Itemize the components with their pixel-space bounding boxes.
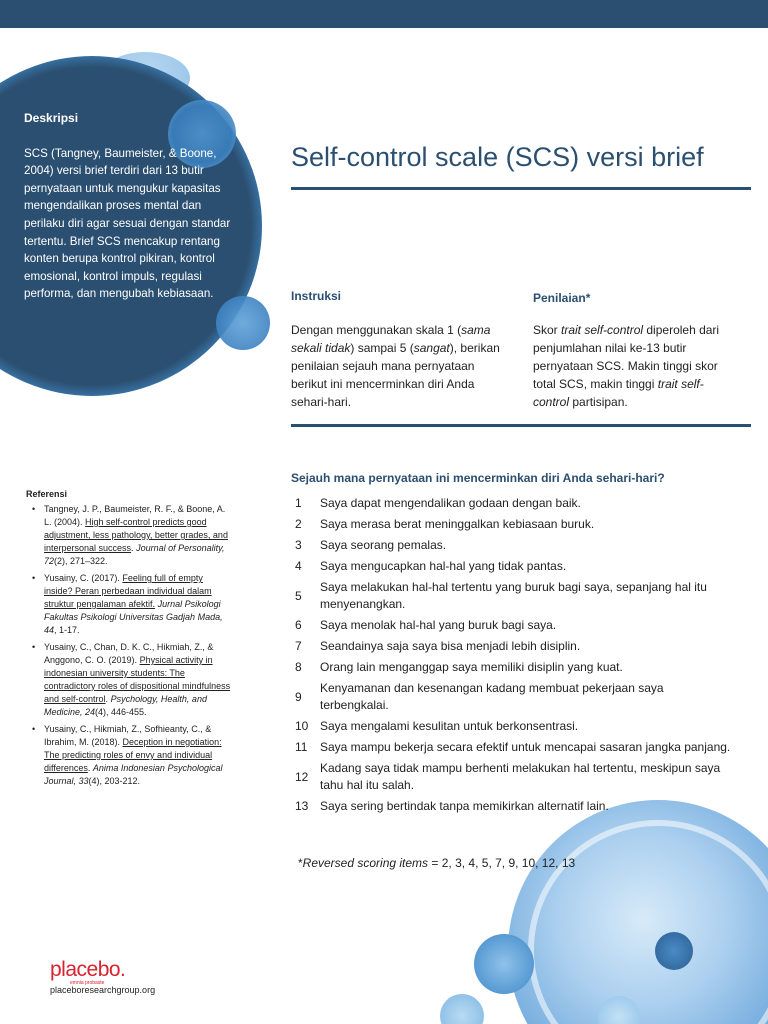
item-number: 4 xyxy=(295,559,302,573)
scale-item xyxy=(291,617,731,634)
text-run: . xyxy=(87,763,93,773)
instructions-heading: Instruksi xyxy=(291,289,342,303)
item-number: 9 xyxy=(295,689,302,704)
text-run-italic: Reversed scoring items xyxy=(302,856,429,870)
item-text: Saya mengucapkan hal-hal yang tidak pantas. xyxy=(320,559,567,573)
item-text: Saya merasa berat meninggalkan kebiasaan buruk. xyxy=(320,517,595,531)
item-number: 1 xyxy=(295,496,302,510)
item-number: 13 xyxy=(295,799,309,813)
decorative-circle xyxy=(474,934,534,994)
item-text: Saya mengalami kesulitan untuk berkonsentrasi. xyxy=(320,719,579,733)
references-title: Referensi xyxy=(26,489,68,499)
text-run: Yusainy, C., Hikmiah, Z., Sofhieanty, C., & Ibrahim, M. (2018). xyxy=(44,724,212,747)
text-run-italic: trait self-control xyxy=(533,377,704,409)
item-text: Saya sering bertindak tanpa memikirkan alternatif lain. xyxy=(320,799,609,813)
reference-list xyxy=(26,503,231,792)
item-text: Kenyamanan dan kesenangan kadang membuat pekerjaan saya terbengkalai. xyxy=(320,681,664,712)
scale-item xyxy=(291,659,731,676)
text-run-italic: Journal of Personality, 72 xyxy=(44,543,225,566)
text-run: Yusainy, C. (2017). xyxy=(44,573,123,583)
top-banner xyxy=(0,0,768,28)
scale-item xyxy=(291,718,731,735)
divider xyxy=(291,187,751,190)
reference-link[interactable]: Physical activity in indonesian university students: The contradictory roles of dispositional mindfulness and self-control xyxy=(44,655,231,704)
item-number: 5 xyxy=(295,588,302,603)
scale-item xyxy=(291,579,731,613)
text-run: partisipan. xyxy=(569,395,628,409)
text-run: Yusainy, C., Chan, D. K. C., Hikmiah, Z., & Anggono, C. O. (2019). xyxy=(44,642,214,665)
reference-link[interactable]: Deception in negotiation: The predicting roles of envy and individual differences xyxy=(44,737,222,773)
item-number: 12 xyxy=(295,769,309,784)
item-text: Saya seorang pemalas. xyxy=(320,538,447,552)
reference-item xyxy=(26,572,231,637)
text-run: ), berikan penilaian sejauh mana pernyataan berikut ini mencerminkan diri Anda sehari-hari. xyxy=(291,341,500,409)
text-run: (4), 203-212. xyxy=(88,776,141,786)
text-run: (4), 446-455. xyxy=(95,707,147,717)
logo-tagline: emnia probaste xyxy=(70,980,105,986)
bullet: • xyxy=(32,642,36,652)
website-url[interactable]: placeboresearchgroup.org xyxy=(50,985,156,995)
text-run: . xyxy=(105,694,111,704)
item-number: 7 xyxy=(295,639,302,653)
scale-item xyxy=(291,516,731,533)
scale-item xyxy=(291,638,731,655)
item-number: 10 xyxy=(295,719,309,733)
decorative-circle xyxy=(440,994,484,1024)
item-number: 11 xyxy=(295,740,308,754)
decorative-circle xyxy=(216,296,270,350)
scale-item xyxy=(291,798,731,815)
scale-item xyxy=(291,558,731,575)
text-run-italic: Psychology, Health, and Medicine, 24 xyxy=(44,694,207,717)
item-text: Saya melakukan hal-hal tertentu yang buruk bagi saya, sepanjang hal itu menyenangkan. xyxy=(320,580,707,611)
placebo-logo: placebo. xyxy=(50,958,126,981)
item-text: Saya mampu bekerja secara efektif untuk mencapai sasaran jangka panjang. xyxy=(320,740,731,754)
item-number: 8 xyxy=(295,660,302,674)
scale-item xyxy=(291,680,731,714)
item-text: Seandainya saja saya bisa menjadi lebih disiplin. xyxy=(320,639,581,653)
text-run: Dengan menggunakan skala 1 ( xyxy=(291,323,462,337)
description-title: Deskripsi xyxy=(24,111,79,125)
text-run: (2), 271–322. xyxy=(54,556,108,566)
question-title: Sejauh mana pernyataan ini mencerminkan diri Anda sehari-hari? xyxy=(291,471,665,485)
bullet: • xyxy=(32,724,36,734)
instructions-text xyxy=(291,321,513,411)
divider xyxy=(291,424,751,427)
description-text: SCS (Tangney, Baumeister, & Boone, 2004) versi brief terdiri dari 13 butir pernyataan untuk mengukur kapasitas mengendalikan proses mental dan perilaku diri agar sesuai dengan standar tertentu. Brief SCS mencakup rentang konten berupa kontrol pikiran, kontrol emosional, kontrol impuls, regulasi performa, dan mengubah kebiasaan. xyxy=(24,146,231,301)
item-number: 2 xyxy=(295,517,302,531)
text-run: Skor xyxy=(533,323,562,337)
text-run-italic: sama sekali tidak xyxy=(291,323,491,355)
text-run-italic: Jurnal Psikologi Fakultas Psikologi Universitas Gadjah Mada, 44 xyxy=(44,599,223,635)
reference-item xyxy=(26,723,231,788)
scale-item xyxy=(291,739,731,756)
scoring-text xyxy=(533,321,733,411)
text-run: * xyxy=(298,856,303,870)
scoring-heading: Penilaian* xyxy=(533,291,591,305)
item-text: Orang lain menganggap saya memiliki disiplin yang kuat. xyxy=(320,660,623,674)
text-run: , 1-17. xyxy=(54,625,80,635)
text-run: Tangney, J. P., Baumeister, R. F., & Boone, A. L. (2004). xyxy=(44,504,226,527)
text-run-italic: Anima Indonesian Psychological Journal, 33 xyxy=(44,763,223,786)
item-text: Kadang saya tidak mampu berhenti melakukan hal tertentu, meskipun saya tahu hal itu salah. xyxy=(320,761,721,792)
text-run-italic: sangat xyxy=(413,341,450,355)
scale-item xyxy=(291,760,731,794)
item-number: 3 xyxy=(295,538,302,552)
item-number: 6 xyxy=(295,618,302,632)
bullet: • xyxy=(32,573,36,583)
text-run-italic: trait self-control xyxy=(561,323,644,337)
text-run: diperoleh dari penjumlahan nilai ke-13 butir pernyataan SCS. Makin tinggi skor total SCS, makin tinggi xyxy=(533,323,720,391)
scale-item xyxy=(291,537,731,554)
reference-item xyxy=(26,503,231,568)
reference-item xyxy=(26,641,231,719)
reference-link[interactable]: High self-control predicts good adjustment, less pathology, better grades, and interpersonal success xyxy=(44,517,228,553)
reversed-scoring-note xyxy=(298,856,575,870)
item-text: Saya menolak hal-hal yang buruk bagi saya. xyxy=(320,618,557,632)
text-run: . xyxy=(131,543,137,553)
decorative-circle xyxy=(655,932,693,970)
reference-link[interactable]: Feeling full of empty inside? Peran perbedaan individual dalam struktur pengalaman afektif. xyxy=(44,573,212,609)
bullet: • xyxy=(32,504,36,514)
text-run: ) sampai 5 ( xyxy=(350,341,414,355)
description-block xyxy=(24,110,236,303)
scale-item xyxy=(291,495,731,512)
page-title: Self-control scale (SCS) versi brief xyxy=(291,142,704,172)
text-run: = 2, 3, 4, 5, 7, 9, 10, 12, 13 xyxy=(428,856,576,870)
item-list xyxy=(291,495,731,819)
item-text: Saya dapat mengendalikan godaan dengan baik. xyxy=(320,496,581,510)
